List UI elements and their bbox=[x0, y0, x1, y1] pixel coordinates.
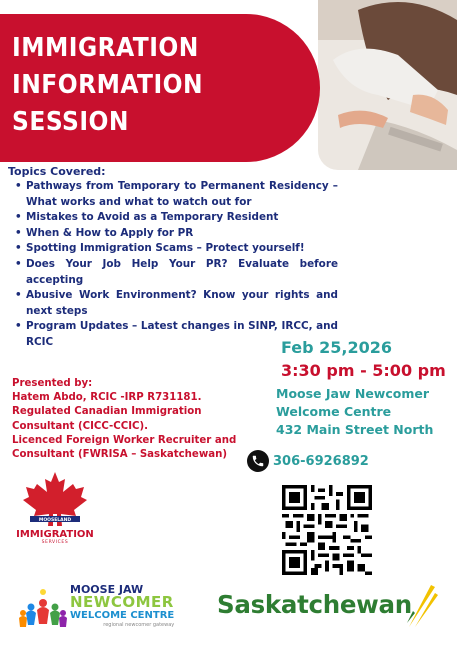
moose-jaw-newcomer-text bbox=[70, 583, 174, 628]
phone-number: 306-6926892 bbox=[273, 453, 369, 469]
title-line-1: IMMIGRATION bbox=[12, 33, 199, 63]
presenter-credential: Regulated Canadian Immigration bbox=[12, 406, 202, 418]
event-time: 3:30 pm - 5:00 pm bbox=[281, 361, 446, 380]
topic-item: • Spotting Immigration Scams – Protect yourself! bbox=[15, 242, 305, 255]
svg-text:MOOSELAND: MOOSELAND bbox=[38, 518, 72, 523]
topic-item: • Does Your Job Help Your PR? Evaluate before accepting bbox=[15, 257, 338, 286]
office-photo bbox=[318, 0, 457, 170]
mooseland-sub: SERVICES bbox=[41, 540, 69, 545]
title-line-3: SESSION bbox=[12, 107, 130, 137]
venue-line-2: Welcome Centre bbox=[276, 404, 392, 419]
title-line-2: INFORMATION bbox=[12, 70, 204, 100]
presenter-credential: Licenced Foreign Worker Recruiter and bbox=[12, 434, 237, 446]
mooseland-name: IMMIGRATION bbox=[16, 529, 94, 540]
topic-item: • Program Updates – Latest changes in SINP, IRCC, and RCIC bbox=[15, 320, 338, 348]
topics-heading: Topics Covered: bbox=[8, 165, 106, 178]
mj-line-3: WELCOME CENTRE bbox=[70, 610, 175, 621]
phone-icon bbox=[247, 450, 269, 472]
topic-item: • Abusive Work Environment? Know your rights and next steps bbox=[15, 289, 338, 317]
mj-line-1: MOOSE JAW bbox=[70, 583, 144, 596]
presenter-name: Hatem Abdo, RCIC -IRP R731181. bbox=[12, 392, 202, 404]
wheat-icon bbox=[405, 583, 440, 628]
topics-list bbox=[10, 179, 338, 351]
mj-line-4: regional newcomer gateway bbox=[103, 622, 175, 628]
event-date: Feb 25,2026 bbox=[281, 338, 393, 357]
presenter-credential: Consultant (FWRISA – Saskatchewan) bbox=[12, 449, 228, 461]
event-title bbox=[12, 30, 203, 141]
venue-address: 432 Main Street North bbox=[276, 422, 434, 437]
presenter-info bbox=[12, 377, 252, 462]
saskatchewan-wordmark: Saskatchewan bbox=[217, 590, 412, 619]
topic-item: • Pathways from Temporary to Permanent Residency – What works and what to watch out for bbox=[15, 180, 338, 208]
qr-code[interactable] bbox=[282, 485, 372, 575]
topic-item: • Mistakes to Avoid as a Temporary Resident bbox=[15, 211, 279, 224]
event-venue bbox=[276, 385, 433, 439]
mj-line-2: NEWCOMER bbox=[70, 593, 174, 611]
presenter-label: Presented by: bbox=[12, 378, 93, 389]
presenter-credential: Consultant (CICC-CCIC). bbox=[12, 420, 149, 432]
people-circle-icon bbox=[19, 589, 67, 627]
phone-contact[interactable] bbox=[247, 450, 369, 472]
topic-item: • When & How to Apply for PR bbox=[15, 226, 194, 239]
venue-line-1: Moose Jaw Newcomer bbox=[276, 386, 430, 401]
